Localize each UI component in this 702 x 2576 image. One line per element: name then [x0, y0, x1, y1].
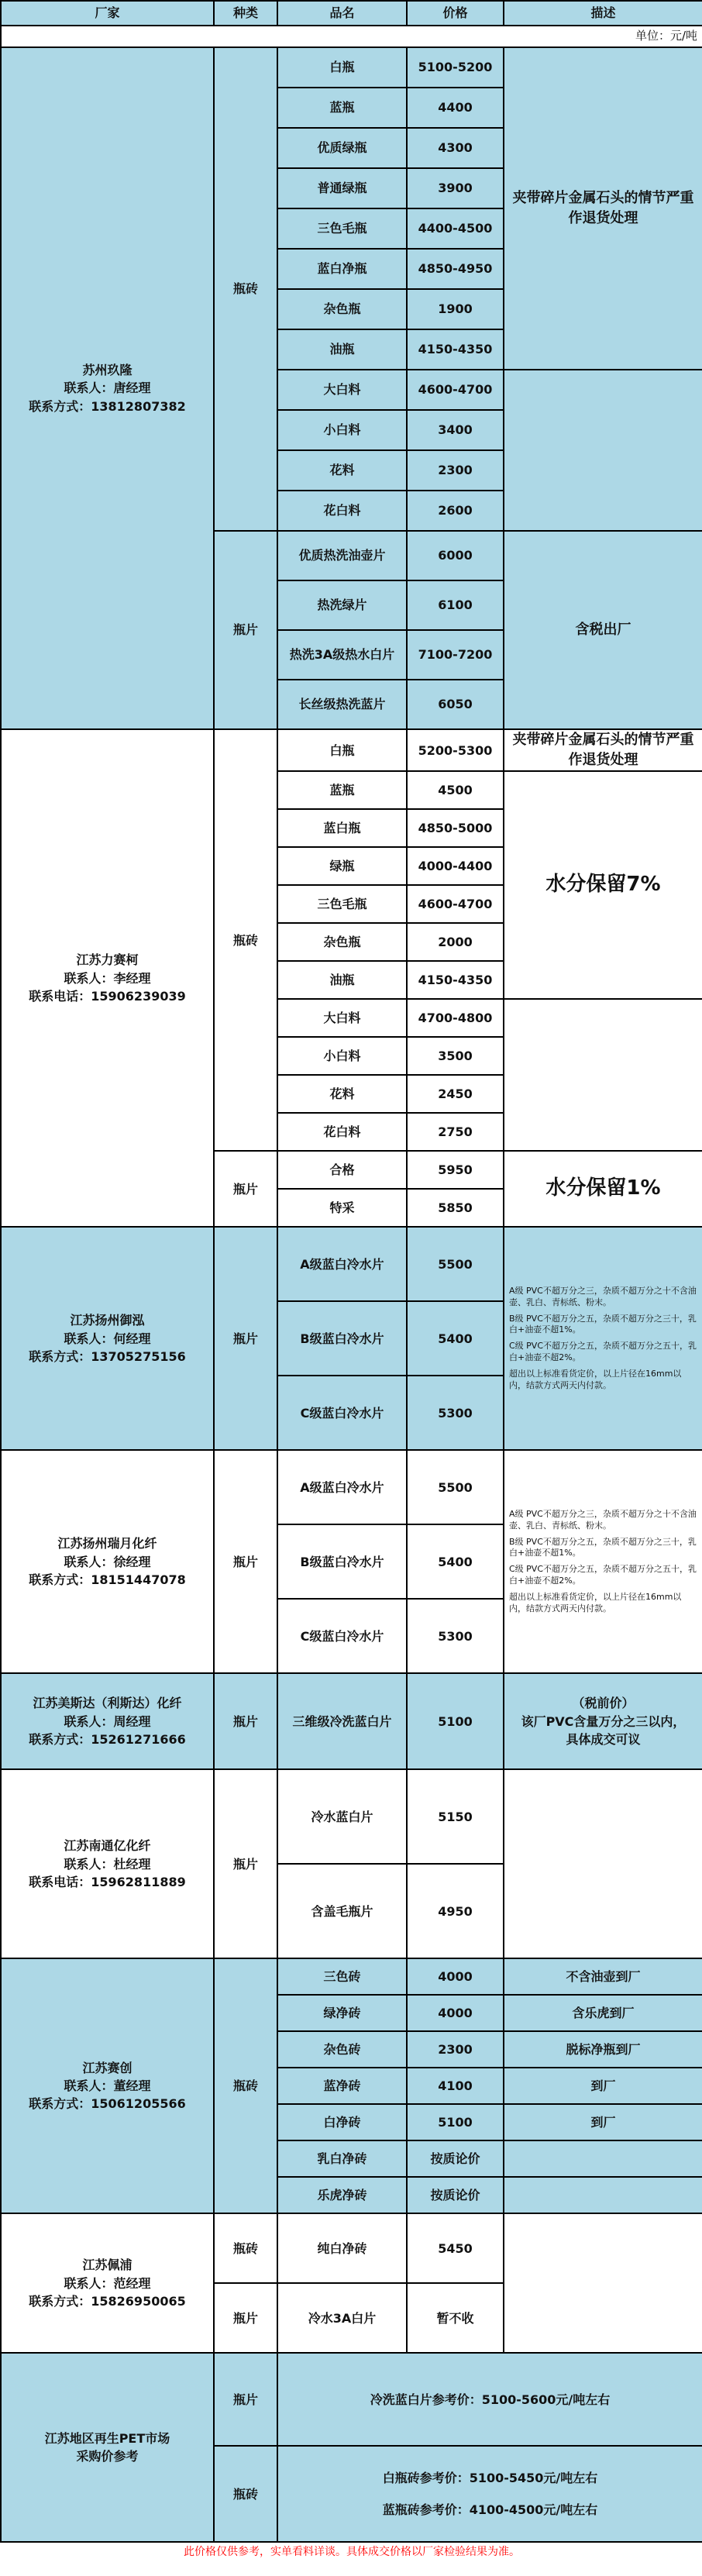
- product-cell: 纯白净砖: [277, 2213, 407, 2283]
- type-cell: 瓶片: [214, 1673, 277, 1769]
- factory-phone: 联系方式：15061205566: [29, 2096, 186, 2112]
- type-cell: 瓶片: [214, 531, 277, 729]
- price-cell: 4600-4700: [407, 370, 504, 410]
- product-cell: 蓝瓶: [277, 88, 407, 128]
- factory-name: 江苏佩浦: [82, 2257, 132, 2273]
- product-cell: 优质绿瓶: [277, 128, 407, 168]
- price-cell: 5100: [407, 2104, 504, 2140]
- desc-cell: 到厂: [504, 2104, 702, 2140]
- price-cell: 2450: [407, 1075, 504, 1113]
- product-cell: 白瓶: [277, 729, 407, 771]
- price-cell: 4850-4950: [407, 249, 504, 289]
- product-cell: 油瓶: [277, 329, 407, 370]
- product-cell: 杂色瓶: [277, 289, 407, 329]
- product-cell: B级蓝白冷水片: [277, 1301, 407, 1376]
- type-cell: 瓶砖: [214, 2213, 277, 2283]
- product-cell: 蓝白净瓶: [277, 249, 407, 289]
- factory-lisaike: [1, 729, 214, 1227]
- factory-contact: 联系人：范经理: [64, 2275, 151, 2291]
- factory-suzhou-jiulong: [1, 47, 214, 729]
- product-cell: 长丝级热洗蓝片: [277, 680, 407, 729]
- type-cell: 瓶砖: [214, 47, 277, 531]
- price-cell: 6000: [407, 531, 504, 580]
- grade-notes: [504, 1227, 702, 1450]
- factory-name: 江苏赛创: [82, 2060, 132, 2075]
- factory-contact: 联系人：董经理: [64, 2078, 151, 2094]
- product-cell: 小白料: [277, 1037, 407, 1075]
- desc-cell: 含乐虎到厂: [504, 1995, 702, 2031]
- price-cell: 4700-4800: [407, 999, 504, 1037]
- price-cell: 5500: [407, 1227, 504, 1301]
- desc-empty: [504, 1769, 702, 1958]
- product-cell: A级蓝白冷水片: [277, 1227, 407, 1301]
- market-reference-title: [1, 2353, 214, 2542]
- desc-cell: 脱标净瓶到厂: [504, 2031, 702, 2068]
- price-cell: 2300: [407, 2031, 504, 2068]
- type-cell: 瓶片: [214, 2283, 277, 2353]
- desc-cell: 到厂: [504, 2068, 702, 2104]
- price-cell: 5400: [407, 1301, 504, 1376]
- price-cell: 2600: [407, 491, 504, 531]
- product-cell: 三维级冷洗蓝白片: [277, 1673, 407, 1769]
- note-c: C级 PVC不超万分之五，杂质不超万分之五十，乳白+油壶不超2%。: [509, 1341, 697, 1363]
- factory-phone: 联系电话：15906239039: [29, 988, 186, 1004]
- desc-cell: 夹带碎片金属石头的情节严重作退货处理: [504, 729, 702, 771]
- header-desc: 描述: [504, 1, 702, 26]
- price-cell: 暂不收: [407, 2283, 504, 2353]
- product-cell: 优质热洗油壶片: [277, 531, 407, 580]
- price-cell: 按质论价: [407, 2177, 504, 2213]
- price-cell: 3400: [407, 410, 504, 450]
- price-cell: 4000: [407, 1958, 504, 1995]
- desc-cell: [504, 2140, 702, 2177]
- price-cell: 4300: [407, 128, 504, 168]
- note-b: B级 PVC不超万分之五，杂质不超万分之三十，乳白+油壶不超1%。: [509, 1313, 697, 1335]
- product-cell: 油瓶: [277, 961, 407, 999]
- note-a: A级 PVC不超万分之三，杂质不超万分之十不含油壶、乳白、青标纸、粉末。: [509, 1508, 697, 1531]
- desc-line: （税前价）: [572, 1696, 635, 1711]
- price-cell: 4600-4700: [407, 885, 504, 923]
- flake-reference-price: 冷洗蓝白片参考价：5100-5600元/吨左右: [277, 2353, 702, 2446]
- price-cell: 2300: [407, 450, 504, 491]
- market-title: 江苏地区再生PET市场: [44, 2431, 170, 2446]
- note-extra: 超出以上标准看货定价，以上片径在16mm以内，结款方式两天内付款。: [509, 1591, 682, 1613]
- desc-empty: [504, 370, 702, 531]
- desc-cell: [504, 1673, 702, 1769]
- product-cell: 蓝瓶: [277, 771, 407, 809]
- desc-cell: [504, 2177, 702, 2213]
- unit-label: 单位：元/吨: [1, 26, 702, 47]
- factory-saichuang: [1, 1958, 214, 2213]
- product-cell: C级蓝白冷水片: [277, 1376, 407, 1450]
- factory-name: 江苏美斯达（利斯达）化纤: [33, 1696, 182, 1711]
- factory-nantong: [1, 1769, 214, 1958]
- header-factory: 厂家: [1, 1, 214, 26]
- product-cell: 蓝净砖: [277, 2068, 407, 2104]
- type-cell: 瓶片: [214, 2353, 277, 2446]
- price-cell: 4000: [407, 1995, 504, 2031]
- factory-contact: 联系人：杜经理: [64, 1856, 151, 1872]
- price-cell: 1900: [407, 289, 504, 329]
- factory-contact: 联系人：唐经理: [64, 381, 151, 396]
- desc-cell: 含税出厂: [504, 531, 702, 729]
- price-cell: 按质论价: [407, 2140, 504, 2177]
- desc-line: 具体成交可议: [566, 1731, 641, 1747]
- price-cell: 4850-5000: [407, 809, 504, 847]
- desc-line: 该厂PVC含量万分之三以内，: [521, 1713, 686, 1729]
- product-cell: 三色砖: [277, 1958, 407, 1995]
- grade-notes: [504, 1450, 702, 1673]
- price-cell: 5400: [407, 1524, 504, 1599]
- type-cell: 瓶砖: [214, 1958, 277, 2213]
- factory-phone: 联系方式：15261271666: [29, 1731, 186, 1747]
- market-subtitle: 采购价参考: [76, 2449, 139, 2464]
- type-cell: 瓶砖: [214, 729, 277, 1151]
- product-cell: C级蓝白冷水片: [277, 1599, 407, 1673]
- desc-cell: 夹带碎片金属石头的情节严重作退货处理: [504, 47, 702, 370]
- factory-contact: 联系人：徐经理: [64, 1554, 151, 1569]
- price-cell: 4000-4400: [407, 847, 504, 885]
- type-cell: 瓶片: [214, 1227, 277, 1450]
- price-cell: 5850: [407, 1189, 504, 1227]
- product-cell: 绿净砖: [277, 1995, 407, 2031]
- product-cell: 白净砖: [277, 2104, 407, 2140]
- factory-name: 江苏南通亿化纤: [64, 1838, 151, 1854]
- product-cell: 含盖毛瓶片: [277, 1864, 407, 1958]
- blue-brick-reference: 蓝瓶砖参考价：4100-4500元/吨左右: [382, 2502, 598, 2518]
- product-cell: 杂色瓶: [277, 923, 407, 961]
- product-cell: 热洗绿片: [277, 580, 407, 630]
- price-cell: 6050: [407, 680, 504, 729]
- header-type: 种类: [214, 1, 277, 26]
- header-product: 品名: [277, 1, 407, 26]
- factory-phone: 联系方式：18151447078: [29, 1572, 186, 1587]
- product-cell: 乳白净砖: [277, 2140, 407, 2177]
- factory-name: 苏州玖隆: [82, 363, 132, 378]
- price-cell: 3500: [407, 1037, 504, 1075]
- product-cell: 冷水3A白片: [277, 2283, 407, 2353]
- price-cell: 2000: [407, 923, 504, 961]
- price-cell: 6100: [407, 580, 504, 630]
- factory-ruiyue: [1, 1450, 214, 1673]
- factory-peipu: [1, 2213, 214, 2353]
- product-cell: A级蓝白冷水片: [277, 1450, 407, 1524]
- factory-phone: 联系方式：13812807382: [29, 398, 186, 414]
- factory-phone: 联系方式：15826950065: [29, 2293, 186, 2309]
- product-cell: 杂色砖: [277, 2031, 407, 2068]
- desc-empty: [504, 2213, 702, 2353]
- type-cell: 瓶片: [214, 1769, 277, 1958]
- brick-reference-prices: [277, 2446, 702, 2542]
- product-cell: B级蓝白冷水片: [277, 1524, 407, 1599]
- factory-phone: 联系电话：15962811889: [29, 1874, 186, 1889]
- price-cell: 4150-4350: [407, 961, 504, 999]
- white-brick-reference: 白瓶砖参考价：5100-5450元/吨左右: [382, 2471, 598, 2485]
- factory-yuhong: [1, 1227, 214, 1450]
- product-cell: 花料: [277, 450, 407, 491]
- price-cell: 4100: [407, 2068, 504, 2104]
- product-cell: 三色毛瓶: [277, 885, 407, 923]
- price-cell: 5500: [407, 1450, 504, 1524]
- desc-cell: 不含油壶到厂: [504, 1958, 702, 1995]
- note-extra: 超出以上标准看货定价，以上片径在16mm以内，结款方式两天内付款。: [509, 1368, 682, 1390]
- price-cell: 5450: [407, 2213, 504, 2283]
- product-cell: 蓝白瓶: [277, 809, 407, 847]
- note-b: B级 PVC不超万分之五，杂质不超万分之三十，乳白+油壶不超1%。: [509, 1536, 697, 1558]
- factory-name: 江苏扬州瑞月化纤: [57, 1536, 157, 1551]
- price-cell: 7100-7200: [407, 630, 504, 680]
- note-c: C级 PVC不超万分之五，杂质不超万分之五十，乳白+油壶不超2%。: [509, 1564, 697, 1586]
- product-cell: 三色毛瓶: [277, 208, 407, 249]
- price-cell: 5950: [407, 1151, 504, 1189]
- factory-name: 江苏力赛柯: [76, 952, 139, 968]
- price-cell: 5100: [407, 1673, 504, 1769]
- price-cell: 5150: [407, 1769, 504, 1864]
- product-cell: 合格: [277, 1151, 407, 1189]
- desc-cell: 水分保留1%: [504, 1151, 702, 1227]
- product-cell: 绿瓶: [277, 847, 407, 885]
- factory-contact: 联系人：何经理: [64, 1331, 151, 1346]
- price-cell: 4400-4500: [407, 208, 504, 249]
- product-cell: 小白料: [277, 410, 407, 450]
- product-cell: 普通绿瓶: [277, 168, 407, 208]
- price-cell: 3900: [407, 168, 504, 208]
- factory-contact: 联系人：周经理: [64, 1713, 151, 1729]
- factory-phone: 联系方式：13705275156: [29, 1348, 186, 1364]
- price-cell: 4150-4350: [407, 329, 504, 370]
- type-cell: 瓶砖: [214, 2446, 277, 2542]
- product-cell: 冷水蓝白片: [277, 1769, 407, 1864]
- product-cell: 大白料: [277, 370, 407, 410]
- price-cell: 5200-5300: [407, 729, 504, 771]
- factory-contact: 联系人：李经理: [64, 970, 151, 986]
- price-cell: 5300: [407, 1599, 504, 1673]
- price-cell: 5100-5200: [407, 47, 504, 88]
- product-cell: 花料: [277, 1075, 407, 1113]
- product-cell: 乐虎净砖: [277, 2177, 407, 2213]
- factory-meisida: [1, 1673, 214, 1769]
- product-cell: 花白料: [277, 1113, 407, 1151]
- price-cell: 2750: [407, 1113, 504, 1151]
- product-cell: 白瓶: [277, 47, 407, 88]
- header-price: 价格: [407, 1, 504, 26]
- product-cell: 特采: [277, 1189, 407, 1227]
- factory-name: 江苏扬州御泓: [70, 1313, 145, 1328]
- price-cell: 4950: [407, 1864, 504, 1958]
- price-cell: 5300: [407, 1376, 504, 1450]
- note-a: A级 PVC不超万分之三，杂质不超万分之十不含油壶、乳白、青标纸、粉末。: [509, 1285, 697, 1307]
- product-cell: 花白料: [277, 491, 407, 531]
- price-cell: 4400: [407, 88, 504, 128]
- disclaimer: 此价格仅供参考，实单看料详谈。具体成交价格以厂家检验结果为准。: [184, 2546, 520, 2559]
- product-cell: 大白料: [277, 999, 407, 1037]
- price-cell: 4500: [407, 771, 504, 809]
- desc-cell: 水分保留7%: [504, 771, 702, 999]
- type-cell: 瓶片: [214, 1151, 277, 1227]
- type-cell: 瓶片: [214, 1450, 277, 1673]
- desc-empty: [504, 999, 702, 1151]
- product-cell: 热洗3A级热水白片: [277, 630, 407, 680]
